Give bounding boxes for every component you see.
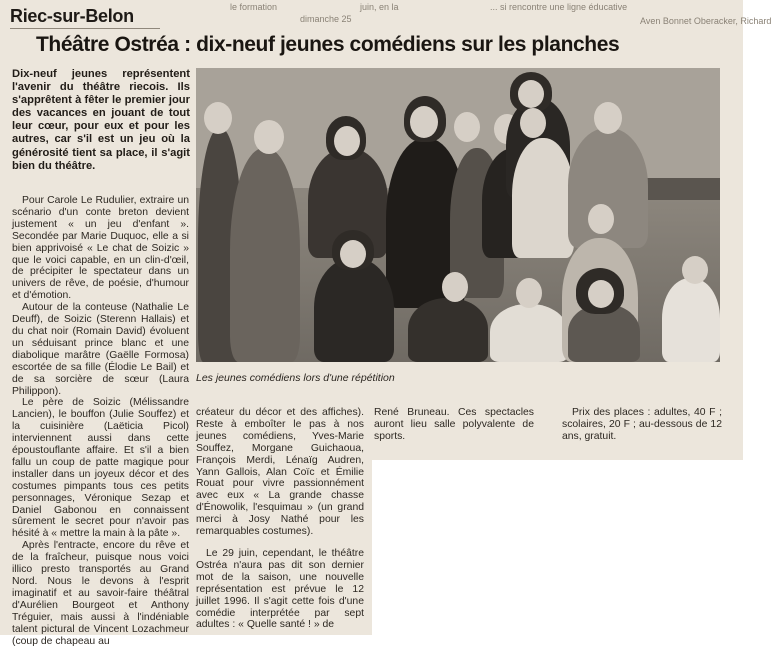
- face: [518, 80, 544, 108]
- face: [334, 126, 360, 156]
- column-2-paragraph: Le 29 juin, cependant, le théâtre Ostréa n'aura pas dit son dernier mot de la saison, une nouvelle représentation est prévue le 12 juillet 1996. Il s'agit cette fois d'une comédie interprétée par sept adultes : « Quelle santé ! » de: [196, 547, 364, 631]
- group-photo: [196, 68, 720, 362]
- photo-caption: Les jeunes comédiens lors d'une répétition: [196, 372, 395, 384]
- section-underline: [10, 28, 160, 29]
- face: [454, 112, 480, 142]
- article-column-4: [562, 407, 722, 443]
- lede-paragraph: Dix-neuf jeunes représentent l'avenir du théâtre riecois. Ils s'apprêtent à fêter le premier jour des vacances en jouant de tout leur cœur, pour eux et pour les autres, car s'il est un jeu où la générosité tient sa place, il s'agit bien du théâtre.: [12, 68, 190, 172]
- bleed-line: le formation: [230, 2, 278, 12]
- headline: Théâtre Ostréa : dix-neuf jeunes comédiens sur les planches: [36, 33, 620, 56]
- section-title: Riec-sur-Belon: [10, 6, 134, 26]
- column-3-paragraph: René Bruneau. Ces spectacles auront lieu salle polyvalente de sports.: [374, 407, 534, 442]
- column-1-paragraph: Autour de la conteuse (Nathalie Le Deuff), de Soizic (Sterenn Hallais) et du chat noir (Romain David) évoluent un séduisant prince blanc et une diabolique marâtre (Gaëlle Formosa) escortée de sa fille (Élodie Le Bail) et de sa sorcière de sœur (Laura Philippon).: [12, 302, 189, 397]
- bleed-line: Aven Bonnet Oberacker, Richard: [640, 16, 771, 26]
- column-1-paragraph: Après l'entracte, encore du rêve et de la fraîcheur, puisque nous voici illico presto transportés au Grand Nord. Nous le devons à l'esprit imaginatif et au savoir-faire théâtral d'Aurélien Bourgeot et Anthony Tréguier, mais aussi à l'indéniable talent pictural de Vincent Lozachmeur (coup de chapeau au: [12, 540, 189, 647]
- face: [588, 204, 614, 234]
- face: [204, 102, 232, 134]
- face: [520, 108, 546, 138]
- face: [588, 280, 614, 308]
- figure: [662, 278, 720, 362]
- face: [340, 240, 366, 268]
- face: [516, 278, 542, 308]
- cut-out-blank-area: [372, 460, 743, 635]
- column-1-paragraph: Pour Carole Le Rudulier, extraire un scénario d'un conte breton devient justement « un jeu d'enfant ». Secondée par Marie Duquoc, elle a si bien apprivoisé « Le chat de Soizic » que le voici capable, en un clin-d'œil, de précipiter le spectateur dans un univers de rêve, de poésie, d'humour et d'émotion.: [12, 195, 189, 302]
- face: [254, 120, 284, 154]
- bleed-line: ... si rencontre une ligne éducative: [490, 2, 628, 12]
- face: [682, 256, 708, 284]
- column-4-paragraph: Prix des places : adultes, 40 F ; scolaires, 20 F ; au-dessous de 12 ans, gratuit.: [562, 407, 722, 442]
- article-column-3: [374, 407, 534, 443]
- column-2-paragraph: créateur du décor et des affiches). Reste à emboîter le pas à nos jeunes comédiens, Yves-Marie Souffez, Morgane Guichaoua, François Merdi, Lénaïg Audren, Yann Gallois, Alan Coïc et Émilie Rouat pour vivre passionnément avec eux « La grande chasse d'Énowolik, l'esquimau » (un grand merci à Josy Nathé pour les remarquables costumes).: [196, 407, 364, 538]
- article-column-1: [12, 195, 189, 647]
- bleed-through-text: [230, 0, 771, 30]
- figure: [490, 304, 568, 362]
- figure: [512, 138, 574, 258]
- article-column-2: [196, 407, 364, 631]
- bleed-line: dimanche 25: [300, 14, 352, 24]
- figure: [408, 298, 488, 362]
- face: [410, 106, 438, 138]
- bleed-line: juin, en la: [360, 2, 399, 12]
- face: [442, 272, 468, 302]
- figure: [230, 148, 300, 362]
- photo-bench: [636, 178, 720, 200]
- face: [594, 102, 622, 134]
- figure: [314, 258, 394, 362]
- column-1-paragraph: Le père de Soizic (Mélissandre Lancien), le bouffon (Julie Souffez) et la cuisinière (Laëticia Picol) interviennent aussi dans cette époustouflante affaire. Et s'il a bien fallu un coup de patte magique pour installer dans un joyeux décor et des costumes pimpants tous ces petits personnages, Véronique Sezap et Daniel Gabonou en connaissent sûrement le secret pour n'avoir pas hésité à « mettre la main à la pâte ».: [12, 397, 189, 540]
